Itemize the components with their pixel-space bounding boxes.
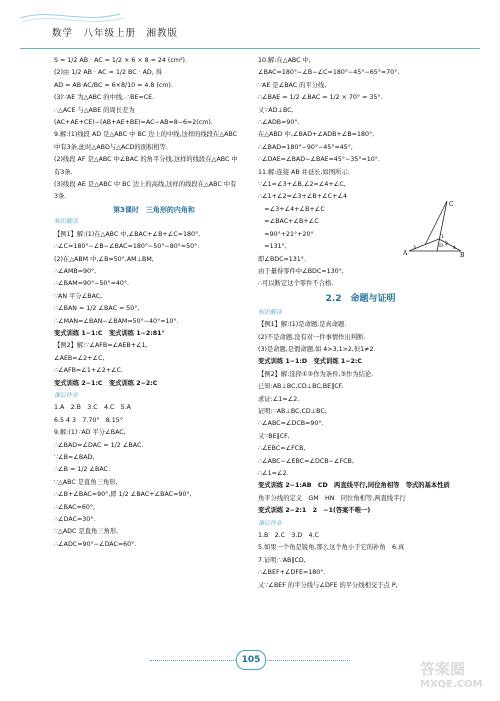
figure-label-b: B (460, 252, 465, 257)
right-column-line: 又∵BE∥CF, (258, 432, 290, 440)
right-column-line: 已知:AB⊥BC,CD⊥BC,BE∥CF. (258, 383, 344, 391)
figure-label-3: 3 (413, 246, 416, 251)
right-column-line: ∴可以断定这个零件不合格. (258, 280, 334, 288)
watermark-logo (420, 660, 495, 698)
left-column-line: ∴△ACE 与△ABE 的周长差为 (54, 106, 135, 114)
triangle-figure (403, 197, 465, 257)
watermark-url: MXQE.COM (420, 679, 483, 690)
right-column-line: ∴∠1+∠2=∠3+∠B+∠C+∠4 (258, 193, 347, 201)
left-column-line: 课后作业 (54, 391, 79, 399)
right-column-line: (2)不是命题,没有对一件事情作出判断. (258, 333, 366, 341)
right-column-line: 5.如果一个角是锐角,那么这个角小于它的补角 6.真 (258, 544, 405, 552)
right-column-line: 在△ABD 中,∠BAD+∠ADB+∠B=180°, (258, 131, 375, 139)
right-column-line: ∵∠1=∠3+∠B,∠2=∠4+∠C, (258, 181, 346, 189)
left-column-line: ∴∠MAN=∠BAN−∠BAM=50°−40°=10°. (54, 317, 179, 325)
left-column-line: (2)由 1/2 AB · AC = 1/2 BC · AD, 得 (54, 69, 163, 77)
right-column-line: =90°+21°+20° (258, 230, 314, 238)
right-column-line: ∴∠BEF+∠DFE=180°. (258, 569, 326, 577)
left-column-line: ∵∠B=∠BAD, (54, 454, 95, 461)
right-column-line: 【例2】解:选择①②作为条件,③作为结论. (258, 370, 374, 378)
right-column-line: 证明:∵AB⊥BC,CD⊥BC, (258, 407, 327, 415)
left-column-line: ∴∠ADC=90°−∠DAC=60°. (54, 540, 137, 548)
left-column-line: 3条. (54, 193, 67, 201)
left-column-line: 1.A 2.B 3.C 4.C 5.A (54, 404, 131, 412)
left-column-line: 9.解:(1)∵AD 平分∠BAC, (54, 429, 126, 437)
right-column-line: 变式训练 1−1:D 变式训练 1−2:C (258, 358, 363, 366)
left-column-line: 变式训练 2−1:C 变式训练 2−2:C (54, 379, 158, 387)
left-column-line: ∴∠AMB=90°, (54, 267, 97, 275)
right-column-line: ∴∠BAE = 1/2 ∠BAC = 1/2 × 70° = 35°. (258, 94, 383, 102)
page-number: 105 (236, 650, 266, 670)
right-column-line: =∠3+∠4+∠B+∠C (258, 205, 325, 213)
left-column-line: ∴∠DAC=30°. (54, 516, 96, 524)
left-column-line: (3)线段 AE 是△ABC 中 BC 边上的高线,这样的线段在△ABC 中有 (54, 181, 237, 189)
left-column-line: (2)在△ABM 中,∠B=50°,AM⊥BM, (54, 255, 154, 263)
left-column-line: ∴∠BAM=90°−50°=40°. (54, 280, 130, 288)
right-column-line: ∠BAC=180°−∠B−∠C=180°−45°−65°=70°. (258, 69, 400, 77)
figure-label-a: A (403, 250, 408, 257)
right-column-line: ∴∠DAE=∠BAD−∠BAE=45°−35°=10°. (258, 156, 380, 164)
right-column-line: 1.B 2.C 3.D 4.C (258, 532, 319, 540)
left-column-line: 中有3条,此时△ABD与△ACD的面积相等. (54, 143, 168, 151)
right-column-line: 知识解读 (258, 308, 283, 316)
left-column (54, 55, 254, 551)
left-column-line: ∴∠BAC=60°, (54, 503, 96, 511)
right-column-line: 又∵AD⊥BC, (258, 106, 294, 114)
right-column-line: =131°, (258, 243, 287, 251)
right-column-line: 求证:∠1=∠2. (258, 395, 300, 403)
left-column-line: 6.5 4 3 7.70° 8.15° (54, 416, 123, 424)
left-column-line: ∵△ABC 是直角三角形, (54, 478, 118, 486)
figure-label-1: 1 (441, 235, 444, 240)
right-column-line: ∴∠ABC−∠EBC=∠DCB−∠FCB, (258, 457, 354, 465)
right-column-line: 由于量得零件中∠BDC=130°, (258, 267, 344, 275)
header-divider (20, 48, 480, 49)
right-column-line: 变式训练 2−2:1 2 −1(答案不唯一) (258, 507, 371, 515)
right-column-line: ∴∠EBC=∠FCB, (258, 445, 306, 453)
header-title: 数学 八年级上册 湘教版 (52, 28, 179, 39)
right-column-line: 即∠BDC=131°. (258, 255, 306, 263)
left-column-line: AD = AB·AC/BC = 6×8/10 = 4.8 (cm). (54, 81, 173, 89)
left-column-line: 知识解读 (54, 218, 79, 226)
left-column-line: (3)∵AE 为△ABC 的中线, ∴BE=CE. (54, 94, 155, 102)
right-column-line: 10.解:在△ABC 中, (258, 57, 311, 64)
left-column-line: (2)线段 AF 是△ABC 中∠BAC 的角平分线,这样的线段在△ABC 中 (54, 156, 238, 164)
right-column (258, 55, 463, 592)
right-column-line: 课后作业 (258, 519, 283, 527)
right-column-line: 角平分线的定义 GM HN 同位角相等,两直线平行 (258, 494, 406, 502)
left-column-line: ∵△ADC 是直角三角形, (54, 528, 119, 536)
left-column-line: ∴∠C=180°−∠B−∠BAC=180°−50°−80°=50°. (54, 243, 200, 251)
right-column-line: 11.解:连接 AB 并延长,如图所示. (258, 168, 350, 176)
left-column-line: ∠AEB=∠2+∠C, (54, 354, 105, 362)
right-column-line: 7.证明:∵AB∥CD, (258, 556, 306, 564)
right-column-line: 【例1】解:(1)是命题,是真命题. (258, 321, 347, 329)
right-column-line: 变式训练 2−1:AB CD 两直线平行,同位角相等 等式的基本性质 (258, 482, 450, 490)
right-column-line: 2.2 命题与证明 (325, 293, 396, 304)
left-column-line: S = 1/2 AB · AC = 1/2 × 6 × 8 = 24 (cm²). (54, 57, 187, 64)
right-column-line: ∴∠ADB=90°. (258, 119, 300, 127)
figure-label-4: 4 (453, 246, 456, 251)
left-column-line: 【例2】解:∵∠AFB=∠AEB+∠1, (54, 342, 148, 350)
figure-label-c: C (449, 201, 454, 208)
right-column-line: (3)是命题,是假命题,如 4>3,1>2,但1≠2. (258, 345, 376, 353)
left-column-line: 第3课时 三角形的内角和 (113, 205, 195, 214)
left-column-line: 有3条. (54, 168, 73, 176)
left-column-line: ∵AN 平分∠BAC, (54, 292, 103, 300)
right-column-line: ∵AE 是∠BAC 的平分线, (258, 81, 327, 89)
left-column-line: ∴∠B+∠BAC=90°,即 1/2 ∠BAC+∠BAC=90°, (54, 491, 192, 499)
right-column-line: ∴∠1=∠2. (258, 470, 289, 477)
left-column-line: ∴∠AFB=∠1+∠2+∠C. (54, 367, 124, 375)
left-column-line: 变式训练 1−1:C 变式训练 1−2:81° (54, 329, 165, 337)
left-column-line: 【例1】解:(1)在△ABC 中,∠BAC+∠B+∠C=180°, (54, 230, 201, 238)
left-column-line: ∴∠B = 1/2 ∠BAC. (54, 466, 110, 474)
right-column-line: 又∵∠BEF 的平分线与∠DFE 的平分线相交于点 P, (258, 581, 398, 589)
left-column-line: ∴∠BAN = 1/2 ∠BAC = 50°, (54, 305, 140, 313)
right-column-line: =∠BAC+∠B+∠C (258, 218, 319, 226)
watermark-text: 答案圈 (420, 660, 466, 678)
right-column-line: ∴∠BAD=180°−90°−45°=45°, (258, 143, 353, 151)
figure-label-d: D (439, 243, 444, 249)
figure-label-2: 2 (445, 242, 448, 247)
left-column-line: ∴∠BAD=∠DAC = 1/2 ∠BAC. (54, 441, 144, 449)
left-column-line: (AC+AE+CE)−(AB+AE+BE)=AC−AB=8−6=2(cm). (54, 119, 213, 127)
right-column-line: ∴∠ABC=∠DCB=90°. (258, 420, 324, 428)
left-column-line: 9.解:(1)线段 AD 是△ABC 中 BC 边上的中线,这样的线段在△ABC (54, 131, 238, 139)
